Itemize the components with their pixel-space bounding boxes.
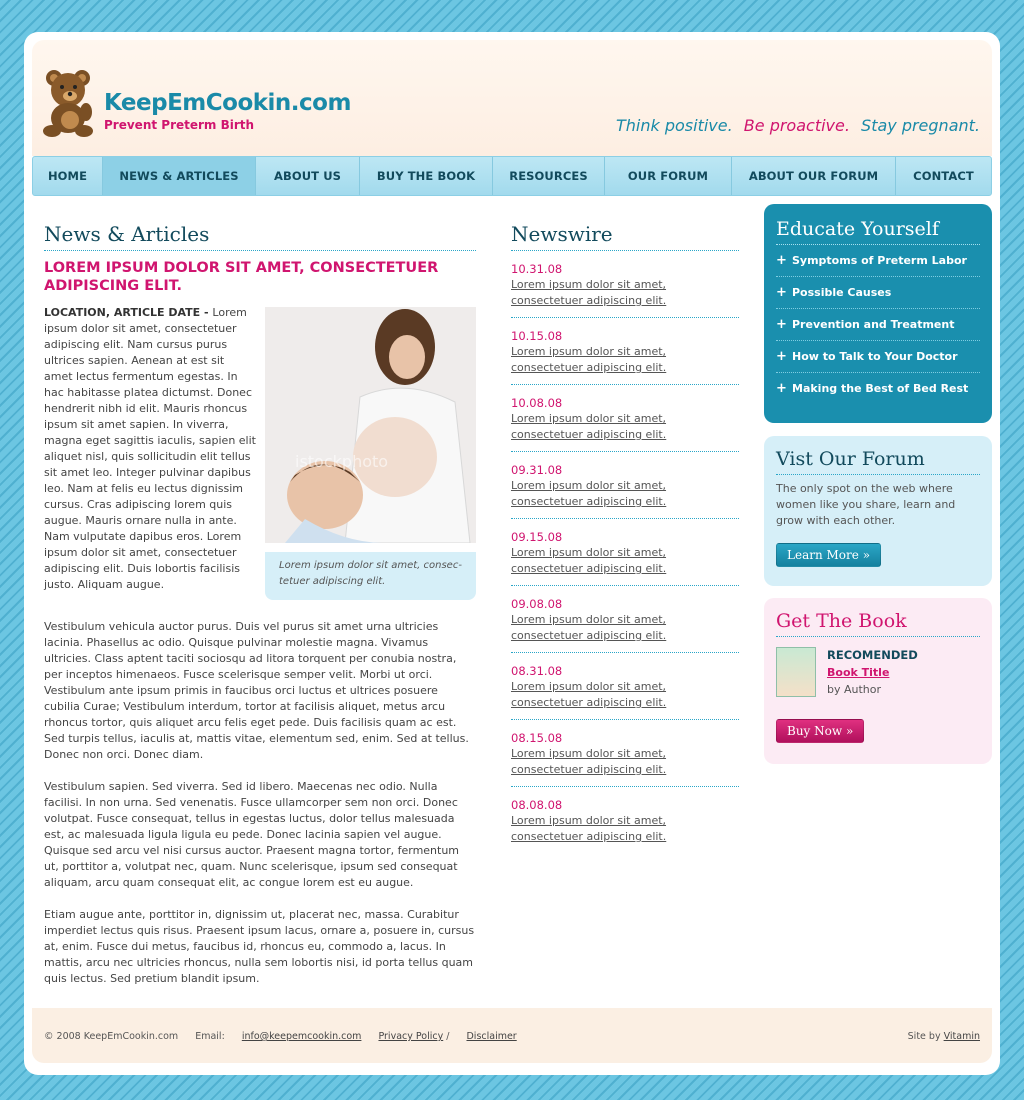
news-date: 09.08.08: [511, 597, 563, 611]
email-link[interactable]: info@keepemcookin.com: [241, 1031, 362, 1042]
tagline-part-2: Be proactive.: [743, 116, 850, 135]
book-recommended-label: RECOMENDED: [827, 648, 918, 662]
plus-icon: +: [776, 381, 787, 396]
educate-link-label: Symptoms of Preterm Labor: [792, 254, 967, 267]
news-link[interactable]: Lorem ipsum dolor sit amet, consectetuer adipiscing elit.: [511, 479, 667, 508]
footer-legal: [378, 1031, 516, 1042]
plus-icon: +: [776, 349, 787, 364]
news-date: 09.31.08: [511, 463, 563, 477]
learn-more-label: Learn More: [787, 548, 859, 562]
newswire-heading: Newswire: [511, 222, 739, 251]
article-title[interactable]: LOREM IPSUM DOLOR SIT AMET, CONSECTETUER ADIPISCING ELIT.: [44, 260, 439, 294]
forum-description: The only spot on the web where women like you share, learn and grow with each other.: [776, 482, 956, 527]
nav-news-articles[interactable]: NEWS & ARTICLES: [103, 157, 256, 195]
educate-link-label: Possible Causes: [792, 286, 892, 299]
footer-email: [195, 1031, 361, 1042]
credit-label: Site by: [907, 1031, 941, 1042]
nav-resources[interactable]: RESOURCES: [493, 157, 605, 195]
tagline-part-1: Think positive.: [615, 116, 733, 135]
copyright: © 2008 KeepEmCookin.com: [44, 1031, 179, 1042]
news-item[interactable]: [511, 519, 739, 586]
sidebar: [764, 204, 992, 764]
news-link[interactable]: Lorem ipsum dolor sit amet, consectetuer adipiscing elit.: [511, 613, 667, 642]
nav-our-forum[interactable]: OUR FORUM: [605, 157, 732, 195]
news-link[interactable]: Lorem ipsum dolor sit amet, consectetuer adipiscing elit.: [511, 412, 667, 441]
news-articles-heading: News & Articles: [44, 222, 476, 251]
news-link[interactable]: Lorem ipsum dolor sit amet, consectetuer adipiscing elit.: [511, 747, 667, 776]
learn-more-button[interactable]: [776, 543, 881, 567]
article-lead-text: [44, 305, 256, 593]
buy-now-label: Buy Now: [787, 724, 843, 738]
article-lead-body: Lorem ipsum dolor sit amet, consectetuer adipiscing elit. Nam cursus purus ultrices sapien. Aenean at est sit amet lectus fermentum egestas. In hac habitasse platea dictumst. Donec hendrerit nibh id elit. Mauris rhoncus ipsum sit amet sapien. In viverra, magna eget sagittis iaculis, sapien elit aliquet nisl, quis sollicitudin elit tellus sit amet leo. Integer pulvinar dapibus leo. Nam at felis eu lectus dignissim cursus. Cras adipiscing lorem quis augue. Mauris ornare nulla in ante. Nam vulputate dapibus eros. Lorem ipsum dolor sit amet, consectetuer adipiscing elit. Duis lobortis facilisis justo. Aliquam augue.: [44, 306, 256, 591]
separator: /: [446, 1031, 450, 1042]
educate-yourself-box: [764, 204, 992, 423]
article-paragraph-1: Vestibulum vehicula auctor purus. Duis vel purus sit amet urna ultricies lacinia. Phasellus ac odio. Quisque pulvinar molestie magna. Vivamus ultricies. Class aptent taciti sociosqu ad litora torquent per conubia nostra, per inceptos himenaeos. Fusce scelerisque semper velit. Morbi ut orci. Vestibulum ante ipsum primis in faucibus orci luctus et ultrices posuere cubilia Curae; Vestibulum interdum, tortor at facilisis aliquet, metus arcu rhoncus tortor, quis aliquet arcu felis eget pede. Duis facilisis quam ac est. Sed turpis tellus, iaculis at, mattis vitae, elementum sed, enim. Sed at tellus. Donec non orci. Donec diam.: [44, 620, 469, 761]
main-nav: [32, 156, 992, 196]
news-link[interactable]: Lorem ipsum dolor sit amet, consectetuer adipiscing elit.: [511, 680, 667, 709]
email-label: Email:: [195, 1031, 225, 1042]
news-item[interactable]: [511, 251, 739, 318]
tagline: [610, 116, 980, 135]
teddy-bear-logo-icon[interactable]: [40, 68, 102, 138]
educate-link-symptoms[interactable]: [776, 245, 980, 277]
get-the-book-box: [764, 598, 992, 764]
book-recommendation: [776, 647, 980, 713]
nav-about-our-forum[interactable]: ABOUT OUR FORUM: [732, 157, 896, 195]
article-lead-block: [44, 305, 476, 605]
book-author: by Author: [827, 683, 882, 696]
newswire: [511, 222, 739, 853]
page-container: [24, 32, 1000, 1075]
plus-icon: +: [776, 285, 787, 300]
news-item[interactable]: [511, 586, 739, 653]
nav-contact[interactable]: CONTACT: [913, 169, 974, 183]
news-link[interactable]: Lorem ipsum dolor sit amet, consectetuer adipiscing elit.: [511, 546, 667, 575]
double-chevron-right-icon: »: [862, 548, 871, 562]
site-header: [32, 40, 992, 156]
news-date: 09.15.08: [511, 530, 563, 544]
book-heading: Get The Book: [776, 610, 980, 637]
site-title[interactable]: KeepEmCookin.com: [104, 90, 351, 116]
photo-caption: Lorem ipsum dolor sit amet, consec- tetuer adipiscing elit.: [265, 552, 476, 600]
buy-now-button[interactable]: [776, 719, 864, 743]
article-dateline: LOCATION, ARTICLE DATE -: [44, 306, 213, 319]
nav-buy-the-book[interactable]: BUY THE BOOK: [360, 157, 493, 195]
book-title-link[interactable]: Book Title: [827, 666, 890, 679]
main-content: [44, 222, 476, 987]
article-paragraph-3: Etiam augue ante, porttitor in, dignissim ut, placerat nec, massa. Curabitur imperdiet lectus quis risus. Praesent ipsum lacus, ornare a, posuere in, cursus at, enim. Fusce dui metus, faucibus id, rhoncus eu, commodo a, lacus. In mattis, arcu nec ultricies rhoncus, nulla sem lobortis nisi, id porta tellus quam quis lectus. Sed pretium blandit ipsum.: [44, 908, 475, 985]
nav-home[interactable]: HOME: [33, 157, 103, 195]
photo-watermark: istockphoto: [295, 452, 389, 471]
vitamin-link[interactable]: Vitamin: [943, 1031, 980, 1042]
article-photo: [265, 307, 476, 543]
educate-link-causes[interactable]: [776, 277, 980, 309]
plus-icon: +: [776, 317, 787, 332]
book-meta: [827, 647, 918, 698]
educate-link-label: How to Talk to Your Doctor: [792, 350, 958, 363]
disclaimer-link[interactable]: Disclaimer: [466, 1031, 517, 1042]
news-item[interactable]: [511, 653, 739, 720]
forum-heading: Vist Our Forum: [776, 448, 980, 475]
news-date: 10.15.08: [511, 329, 563, 343]
double-chevron-right-icon: »: [845, 724, 854, 738]
nav-about-us[interactable]: ABOUT US: [256, 157, 360, 195]
news-item[interactable]: [511, 720, 739, 787]
news-item[interactable]: [511, 385, 739, 452]
educate-link-prevention[interactable]: [776, 309, 980, 341]
site-subtitle: Prevent Preterm Birth: [104, 118, 255, 132]
news-date: 08.31.08: [511, 664, 563, 678]
footer-credit: [908, 1031, 980, 1042]
footer-left: [44, 1031, 531, 1042]
educate-link-label: Prevention and Treatment: [792, 318, 955, 331]
educate-heading: Educate Yourself: [776, 218, 980, 245]
news-link[interactable]: Lorem ipsum dolor sit amet, consectetuer adipiscing elit.: [511, 814, 667, 843]
news-link[interactable]: Lorem ipsum dolor sit amet, consectetuer adipiscing elit.: [511, 278, 667, 307]
plus-icon: +: [776, 253, 787, 268]
site-footer: [32, 1008, 992, 1063]
news-link[interactable]: Lorem ipsum dolor sit amet, consectetuer adipiscing elit.: [511, 345, 667, 374]
news-date: 10.31.08: [511, 262, 563, 276]
forum-box: [764, 436, 992, 586]
tagline-part-3: Stay pregnant.: [861, 116, 980, 135]
mother-child-photo-icon: [265, 307, 476, 543]
news-date: 08.08.08: [511, 798, 563, 812]
book-cover-icon[interactable]: [776, 647, 816, 697]
news-item[interactable]: [511, 318, 739, 385]
educate-link-bed-rest[interactable]: [776, 373, 980, 405]
educate-link-doctor[interactable]: [776, 341, 980, 373]
news-date: 08.15.08: [511, 731, 563, 745]
news-date: 10.08.08: [511, 396, 563, 410]
news-item[interactable]: [511, 787, 739, 853]
news-item[interactable]: [511, 452, 739, 519]
privacy-policy-link[interactable]: Privacy Policy: [378, 1031, 444, 1042]
educate-link-label: Making the Best of Bed Rest: [792, 382, 969, 395]
article-paragraph-2: Vestibulum sapien. Sed viverra. Sed id libero. Maecenas nec odio. Nulla facilisi. In non urna. Sed venenatis. Fusce ullamcorper sem non orci. Donec volutpat. Fusce consequat, tellus in egestas luctus, dolor tellus malesuada est, ac malesuada ligula ligula eu pede. Donec lacinia sapien vel augue. Quisque sed arcu vel nisi cursus auctor. Praesent magna tortor, fermentum ut, porttitor a, volutpat nec, quam. Nunc scelerisque, ipsum sed consequat aliquam, arcu quam consequat elit, ac congue lorem est eu augue.: [44, 780, 460, 889]
